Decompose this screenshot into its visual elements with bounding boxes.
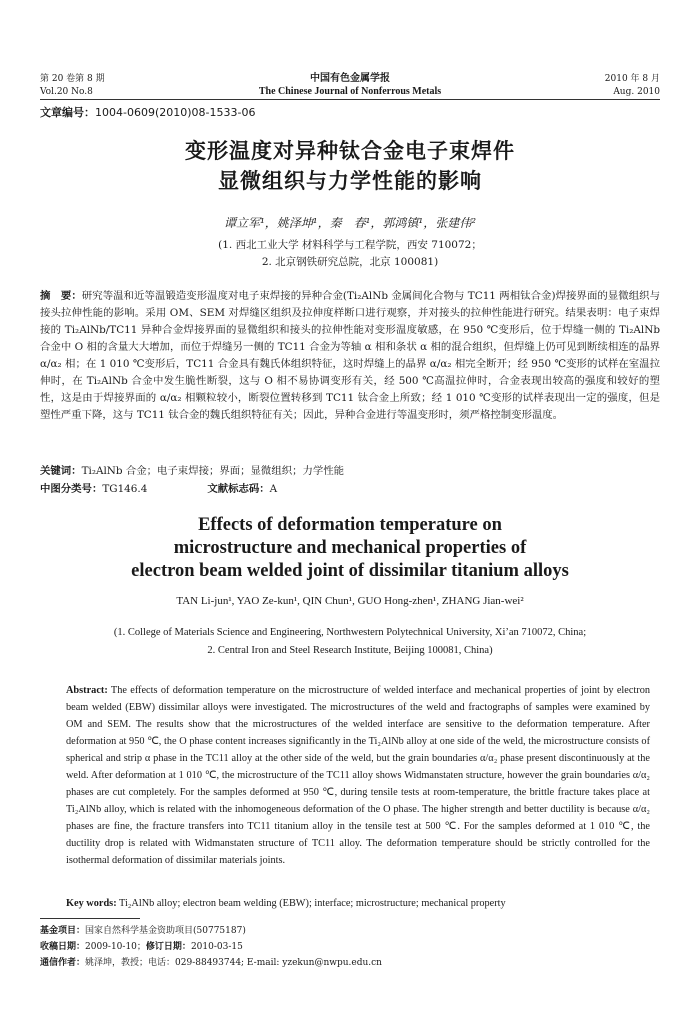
abstract-en-label: Abstract: bbox=[66, 685, 108, 696]
affiliation-en-2: 2. Central Iron and Steel Research Institute, Beijing 100081, China) bbox=[207, 645, 493, 656]
footnote-rule bbox=[40, 918, 140, 919]
corresponding-label: 通信作者： bbox=[40, 958, 86, 968]
keywords-cn-label: 关键词： bbox=[40, 465, 82, 477]
abstract-cn-text: 研究等温和近等温锻造变形温度对电子束焊接的异种合金(Ti₂AlNb 金属间化合物与 TC11 两相钛合金)焊接界面的显微组织与接头拉伸性能的影响。采用 OM、SEM 对焊缝区组织及拉伸度样断口进行观察，并对接头的拉伸性能进行研究。结果表明：电子束焊接的 Ti₂AlNb/TC11 异种合金焊接界面的显微组织和接头的拉伸性能对变形温度敏感，在 950 ℃变形后，位于焊缝一侧的 Ti₂AlNb 合金中 O 相的含量大大增加，而位于焊缝另一侧的 TC11 合金为等轴 α 相和条状 α 相的混合组织，但焊缝上仍可见到断续相连的晶界 α/α₂ 相；在 1 010 ℃变形后，TC11 合金具有魏氏体组织特征，这时焊缝上的晶界 α/α₂ 相完全断开；经 950 ℃变形的试样在室温拉伸时，在 Ti₂AlNb 合金中发生脆性断裂，这与 O 相不易协调变形有关，经 500 ℃高温拉伸时，合金表现出较高的强度和较好的塑性，这是由于焊接界面的 α/α₂ 相颗粒较小，断裂位置转移到 TC11 钛合金上所致；经 1 010 ℃变形的试样表现出一定的强度，但是塑性严重下降，这与 TC11 钛合金的魏氏组织特征有关；因此，异种合金进行等温变形时，须严格控制变形温度。 bbox=[40, 290, 661, 421]
title-cn-line-2: 显微组织与力学性能的影响 bbox=[218, 169, 482, 193]
affiliation-cn-1: (1. 西北工业大学 材料科学与工程学院，西安 710072； bbox=[218, 239, 482, 251]
volume-issue-en: Vol.20 No.8 bbox=[40, 87, 93, 97]
corresponding-text: 姚泽坤，教授；电话：029-88493744; E-mail: yzekun@nwpu.edu.cn bbox=[85, 958, 382, 968]
fund-label: 基金项目： bbox=[40, 926, 86, 936]
volume-issue-cn: 第 20 卷第 8 期 bbox=[40, 74, 105, 84]
footnote-corresponding bbox=[40, 957, 660, 970]
keywords-cn bbox=[40, 463, 660, 479]
article-number-value: 1004-0609(2010)08-1533-06 bbox=[95, 106, 256, 119]
keywords-en-text: Ti₂AlNb alloy; electron beam welding (EBW); interface; microstructure; mechanical property bbox=[119, 898, 506, 909]
doc-code-value: A bbox=[269, 483, 278, 495]
issue-date-cn: 2010 年 8 月 bbox=[604, 74, 660, 84]
title-en-line-3: electron beam welded joint of dissimilar titanium alloys bbox=[131, 561, 569, 581]
clc-value: TG146.4 bbox=[102, 483, 148, 495]
journal-name-en: The Chinese Journal of Nonferrous Metals bbox=[258, 86, 442, 97]
keywords-cn-text: Ti₂AlNb 合金；电子束焊接；界面；显微组织；力学性能 bbox=[81, 465, 345, 477]
affiliation-en-1: (1. College of Materials Science and Engineering, Northwestern Polytechnical University, Xi’an 710072, China; bbox=[113, 627, 587, 638]
doc-code-label: 文献标志码： bbox=[207, 483, 270, 495]
keywords-en-label: Key words: bbox=[66, 898, 117, 909]
issue-date-en: Aug. 2010 bbox=[613, 87, 660, 97]
fund-text: 国家自然科学基金资助项目(50775187) bbox=[85, 926, 246, 936]
title-en-line-2: microstructure and mechanical properties of bbox=[173, 538, 527, 558]
footnote-fund bbox=[40, 925, 660, 938]
abstract-cn bbox=[40, 288, 660, 424]
abstract-cn-label: 摘 要： bbox=[40, 290, 82, 302]
received-date: 2009-10-10； bbox=[85, 942, 146, 952]
affiliation-cn-2: 2. 北京钢铁研究总院，北京 100081) bbox=[261, 256, 439, 268]
authors-en: TAN Li-jun¹, YAO Ze-kun¹, QIN Chun¹, GUO Hong-zhen¹, ZHANG Jian-wei² bbox=[176, 595, 524, 607]
classification-cn bbox=[40, 481, 660, 497]
revised-date: 2010-03-15 bbox=[190, 942, 243, 952]
revised-label: 修订日期： bbox=[145, 942, 191, 952]
authors-cn: 谭立军¹，姚泽坤¹，秦 春¹，郭鸿镇¹，张建伟² bbox=[223, 216, 477, 230]
title-en-line-1: Effects of deformation temperature on bbox=[198, 515, 502, 535]
article-number bbox=[40, 104, 255, 120]
header-rule bbox=[40, 99, 660, 100]
title-cn-line-1: 变形温度对异种钛合金电子束焊件 bbox=[185, 139, 515, 163]
abstract-en-text: The effects of deformation temperature on the microstructure of welded interface and mechanical properties of joint by electron beam welded (EBW) dissimilar alloys were investigated. The microstructures of the weld and fractographs of samples were examined by OM and SEM. The results show that the microstructures of the welded interface are sensitive to the deformation temperature. After deformation at 950 ℃, the O phase content increases significantly in the Ti₂AlNb alloy at one side of the weld, the microstructure consists of spherical and strip α phase in the TC11 alloy at the other side of the weld, but the grain boundaries α/α₂ phase present discontinuously at the weld. After deformation at 1 010 ℃, the microstructure of the TC11 alloy shows Widmanstaten structure, however the grain boundaries α/α₂ phases are cut completely. For the samples deformed at 950 ℃, during tensile tests at room-temperature, the brittle fracture takes place at Ti₂AlNb alloy, which is related with the inhomogeneous deformation of the O phase. The higher strength and better ductility is because α/α₂ phases are fine, the fracture transfers into TC11 titanium alloy in the tensile test at 500 ℃. For the samples deformed at 1 010 ℃, the ductility drop is related with Widmanstaten structure of TC11 alloy. The deformation temperature should be strictly controlled for the isothermal deformation of dissimilar materials joints. bbox=[66, 685, 650, 866]
article-number-label: 文章编号： bbox=[40, 106, 95, 119]
received-label: 收稿日期： bbox=[40, 942, 86, 952]
keywords-en bbox=[66, 896, 650, 912]
journal-name-cn: 中国有色金属学报 bbox=[310, 73, 390, 84]
abstract-en bbox=[66, 682, 650, 869]
clc-label: 中图分类号： bbox=[40, 483, 103, 495]
footnote-dates bbox=[40, 941, 660, 954]
